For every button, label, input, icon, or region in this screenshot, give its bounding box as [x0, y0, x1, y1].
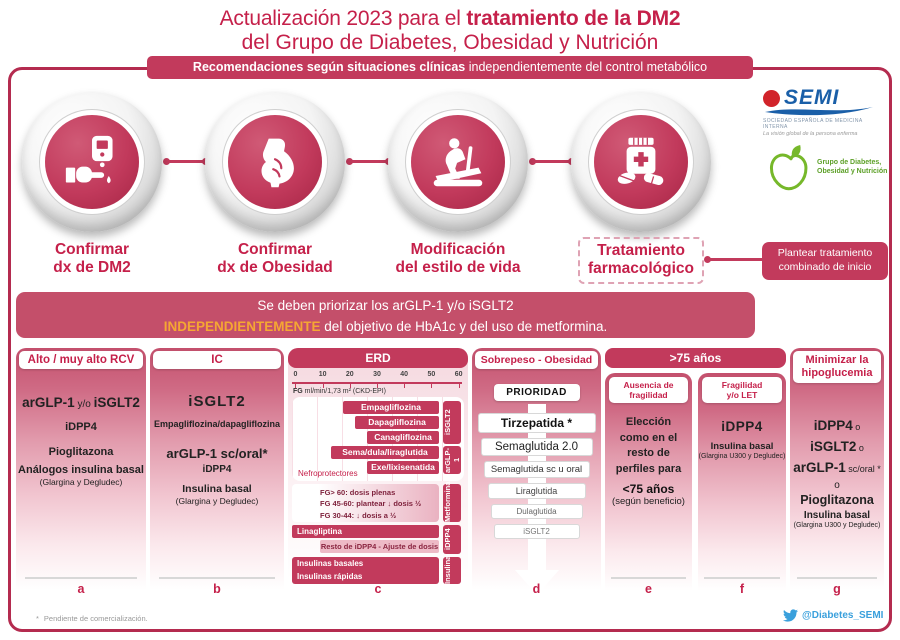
col-e-subheader: Ausencia de fragilidad: [609, 377, 688, 403]
fg-tick: [459, 384, 460, 388]
option-liraglutida: Liraglutida: [488, 483, 586, 499]
col-b-drug4-sub: (Glargina y Degludec): [175, 496, 259, 506]
idpp4-row: [292, 525, 464, 554]
column-alto-rcv: [16, 348, 146, 600]
column-erd: [288, 348, 468, 600]
fg-tick: [323, 384, 324, 388]
title-line1-bold: tratamiento de la DM2: [466, 7, 681, 30]
insulinas-box: Insulinas basales Insulinas rápidas: [292, 557, 439, 584]
col-a-rule: [25, 577, 137, 579]
column-g-header: Minimizar la hipoglucemia: [793, 351, 881, 383]
metformina-row: [292, 481, 464, 522]
column-d-header: Sobrepeso - Obesidad: [475, 351, 598, 369]
step-circle-estilo-vida: [388, 92, 528, 232]
semi-logo: [763, 86, 883, 137]
col-g-drug2: iSGLT2 o: [810, 439, 864, 455]
option-tirzepatida: Tirzepatida *: [478, 413, 596, 433]
bar-dapagliflozina: Dapagliflozina: [355, 416, 439, 429]
step-connector-2: [350, 160, 388, 163]
step-circle-farmacologico-inner: [594, 115, 688, 209]
col-g-drug5-sub: (Glargina U300 y Degludec): [793, 522, 881, 530]
option-semaglutida-sc-oral: Semaglutida sc u oral: [484, 461, 590, 478]
column-hipoglucemia: [790, 348, 884, 600]
col-f-letter: f: [739, 582, 745, 596]
col-f-drug2-sub: (Glargina U300 y Degludec): [698, 453, 786, 461]
col-b-rule: [159, 577, 274, 579]
nefroprotectores-label: Nefroprotectores: [298, 469, 358, 478]
glucometer-icon: [64, 134, 120, 190]
option-isglt2: iSGLT2: [494, 524, 580, 539]
column-ef-header: >75 años: [605, 348, 786, 368]
column-sobrepeso: [472, 348, 601, 600]
col-f-subheader: Fragilidad y/o LET: [702, 377, 782, 403]
col-a-drug3: Pioglitazona: [48, 446, 114, 458]
banner-bold-text: Recomendaciones según situaciones clínicas: [192, 60, 466, 74]
fg-axis-label: FG ml/min/1,73 m² (CKD-EPI): [293, 388, 386, 395]
bar-exe-lixisenatida: Exe/lixisenatida: [367, 461, 439, 474]
step-circle-obesidad: [205, 92, 345, 232]
col-a-drug4: Análogos insulina basal: [18, 464, 144, 476]
col-a-drug2: iDPP4: [65, 421, 97, 433]
page-title: [0, 7, 900, 54]
title-line1-pre: Actualización 2023 para el: [219, 7, 467, 30]
step-circle-dm2: [22, 92, 162, 232]
group-label-idpp4: iDPP4: [443, 525, 461, 554]
col-e-text2: <75 años: [622, 481, 675, 496]
step-circle-estilo-vida-inner: [411, 115, 505, 209]
semi-subtitle: SOCIEDAD ESPAÑOLA DE MEDICINA INTERNA: [763, 118, 863, 130]
treadmill-icon: [430, 134, 486, 190]
priority-line1: Se deben priorizar los arGLP-1 y/o iSGLT2: [257, 298, 514, 313]
col-e-text3: (según beneficio): [612, 495, 685, 507]
col-f-rule: [704, 577, 780, 579]
twitter-handle[interactable]: @Diabetes_SEMI: [783, 609, 883, 622]
bar-resto-idpp4: Resto de iDPP4 - Ajuste de dosis: [320, 542, 439, 551]
footnote: * Pendiente de comercialización.: [36, 614, 148, 623]
prioridad-badge: PRIORIDAD: [494, 384, 580, 401]
step-label-farmacologico: Tratamiento farmacológico: [578, 237, 704, 284]
fg-tick: [431, 384, 432, 388]
col-b-drug1: iSGLT2: [188, 393, 246, 410]
column-mayores-75: [605, 348, 786, 600]
col-g-drug3: arGLP-1 sc/oral *: [793, 460, 881, 476]
fg-tick: [404, 384, 405, 388]
combo-connector: [706, 258, 762, 261]
semi-tagline: La visión global de la persona enferma: [763, 131, 858, 137]
fg-tick: [295, 384, 296, 388]
bar-empagliflozina: Empagliflozina: [343, 401, 439, 414]
option-dulaglutida: Dulaglutida: [491, 504, 583, 519]
col-b-drug1-sub: Empagliflozina/dapagliflozina: [153, 419, 280, 429]
fg-tick: [377, 384, 378, 388]
col-f-drug1: iDPP4: [721, 419, 763, 435]
group-logo-text: Grupo de Diabetes, Obesidad y Nutrición: [817, 159, 888, 175]
semi-dot-icon: [763, 90, 780, 107]
combo-note: Plantear tratamiento combinado de inicio: [762, 242, 888, 280]
col-c-letter: c: [374, 582, 382, 596]
col-d-letter: d: [532, 582, 541, 596]
subcolumn-ausencia-fragilidad: [605, 373, 692, 600]
step-connector-1: [167, 160, 205, 163]
bar-linagliptina: Linagliptina: [292, 525, 439, 538]
group-label-insulina: Insulina: [443, 557, 461, 584]
nefroprotectores-box: [292, 397, 464, 481]
step-label-obesidad: Confirmar dx de Obesidad: [217, 241, 333, 277]
section-banner: [147, 56, 753, 79]
fg-tick: [350, 384, 351, 388]
col-g-letter: g: [833, 582, 841, 596]
col-g-rule: [797, 577, 878, 579]
twitter-icon: [783, 609, 798, 622]
col-e-letter: e: [645, 582, 652, 596]
col-b-drug2: arGLP-1 sc/oral*: [166, 446, 268, 461]
banner-rest-text: independientemente del control metabólico: [465, 60, 708, 74]
subcolumn-fragilidad: [698, 373, 786, 600]
bar-sema-dula-liraglutida: Sema/dula/liraglutida: [331, 446, 439, 459]
col-e-text1: Elección como en el resto de perfiles para: [615, 416, 682, 475]
column-ic: [150, 348, 284, 600]
col-a-letter: a: [77, 582, 85, 596]
group-label-isglt2: iSGLT2: [443, 401, 461, 444]
col-a-drug1: arGLP-1 y/o iSGLT2: [22, 395, 140, 410]
col-f-drug2: Insulina basal: [710, 441, 774, 453]
col-g-drug1: iDPP4 o: [813, 418, 861, 434]
step-connector-3: [533, 160, 571, 163]
semi-wordmark: SEMI: [784, 86, 840, 109]
step-circle-dm2-inner: [45, 115, 139, 209]
column-a-header: Alto / muy alto RCV: [19, 351, 143, 369]
col-g-or: o: [834, 480, 840, 492]
col-b-drug4: Insulina basal: [182, 483, 252, 495]
obesity-icon: [248, 135, 302, 189]
insulina-row: [292, 557, 464, 584]
col-g-drug4: Pioglitazona: [800, 493, 874, 508]
option-semaglutida-2: Semaglutida 2.0: [481, 438, 593, 456]
col-g-drug5: Insulina basal: [803, 510, 871, 522]
column-b-header: IC: [153, 351, 281, 369]
step-label-dm2: Confirmar dx de DM2: [53, 241, 131, 277]
col-a-drug4-sub: (Glargina y Degludec): [39, 477, 123, 487]
step-circle-obesidad-inner: [228, 115, 322, 209]
apple-icon: [768, 142, 814, 194]
column-c-header: ERD: [288, 348, 468, 368]
step-circle-farmacologico: [571, 92, 711, 232]
step-label-estilo-vida: Modificación del estilo de vida: [395, 241, 521, 277]
fg-axis: 0 10 20 30 40 50 60: [292, 371, 462, 386]
bar-canagliflozina: Canagliflozina: [367, 431, 439, 444]
title-line2: del Grupo de Diabetes, Obesidad y Nutrición: [241, 30, 659, 54]
medication-icon: [614, 135, 668, 189]
apple-logo: [768, 142, 892, 194]
priority-line2: INDEPENDIENTEMENTE del objetivo de HbA1c y del uso de metformina.: [163, 318, 608, 334]
group-label-metformina: Metformina: [443, 484, 461, 522]
col-e-rule: [611, 577, 686, 579]
priority-banner: [16, 292, 755, 338]
metformina-box: FG> 60: dosis plenas FG 45-60: plantear ↓ dosis ½ FG 30-44: ↓ dosis a ½: [292, 484, 439, 522]
group-label-arglp1: arGLP-1: [443, 447, 461, 473]
col-b-drug3: iDPP4: [202, 464, 232, 475]
col-b-letter: b: [213, 582, 221, 596]
